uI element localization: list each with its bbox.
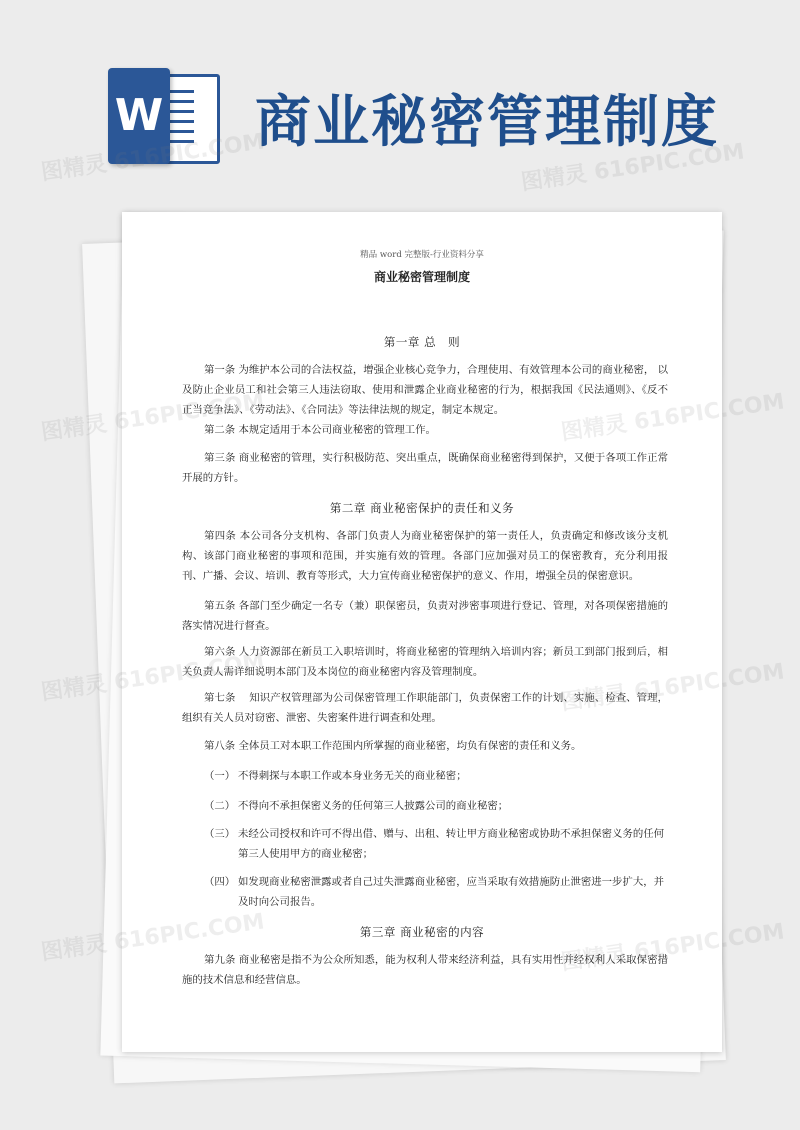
word-icon xyxy=(108,68,218,168)
list-item-text: 未经公司授权和许可不得出借、赠与、出租、转让甲方商业秘密或协助不承担保密义务的任何第三人使用甲方的商业秘密； xyxy=(238,828,665,860)
word-logo-letter: W xyxy=(114,90,164,141)
article-5: 第五条 各部门至少确定一名专（兼）职保密员，负责对涉密事项进行登记、管理，对各项保密措施的落实情况进行督查。 xyxy=(182,600,668,632)
document-title: 商业秘密管理制度 xyxy=(373,270,470,284)
page-header: 精品 word 完整版-行业资料分享 xyxy=(360,250,484,260)
article-4: 第四条 本公司各分支机构、各部门负责人为商业秘密保护的第一责任人，负责确定和修改该分支机构、该部门商业秘密的事项和范围，并实施有效的管理。各部门应加强对员工的保密教育，充分利用报 刊、广播、会议、培训、教育等形式，大力宣传商业秘密保护的意义、作用，增强全员的保密意识。 xyxy=(182,530,668,582)
article-7: 第七条 知识产权管理部为公司保密管理工作职能部门，负责保密工作的计划、实施、检查、管理，组织有关人员对窃密、泄密、失密案件进行调查和处理。 xyxy=(182,692,668,724)
article-3: 第三条 商业秘密的管理，实行积极防范、突出重点，既确保商业秘密得到保护，又便于各项工作正常开展的方针。 xyxy=(182,452,668,484)
watermark: 图精灵 xyxy=(39,931,109,966)
watermark: 图精灵 xyxy=(39,671,109,706)
list-item-number: （四） xyxy=(204,876,236,888)
list-item-number: （三） xyxy=(204,828,236,840)
watermark: 图精灵 616PIC.COM xyxy=(519,139,747,196)
list-item xyxy=(204,766,668,786)
document-page xyxy=(122,212,722,1052)
banner xyxy=(0,0,800,200)
article-1: 第一条 为维护本公司的合法权益，增强企业核心竞争力，合理使用、有效管理本公司的商业秘密， 以及防止企业员工和社会第三人违法窃取、使用和泄露企业商业秘密的行为，根据我国《民法通则》、《反不正当竞争法》、《劳动法》、《合同法》等法律法规的规定，制定本规定。 xyxy=(182,364,668,416)
watermark: 图精灵 xyxy=(39,151,109,186)
article-2: 第二条 本规定适用于本公司商业秘密的管理工作。 xyxy=(204,424,436,436)
chapter-heading: 第一章 总 则 xyxy=(383,335,461,349)
list-item-number: （二） xyxy=(204,800,236,812)
article-8: 第八条 全体员工对本职工作范围内所掌握的商业秘密，均负有保密的责任和义务。 xyxy=(204,740,582,752)
banner-title: 商业秘密管理制度 xyxy=(255,90,719,155)
list-item-text: 不得刺探与本职工作或本身业务无关的商业秘密； xyxy=(238,770,467,782)
article-6: 第六条 人力资源部在新员工入职培训时，将商业秘密的管理纳入培训内容；新员工到部门报到后，相关负责人需详细说明本部门及本岗位的商业秘密内容及管理制度。 xyxy=(182,646,668,678)
chapter-heading: 第二章 商业秘密保护的责任和义务 xyxy=(329,501,515,515)
watermark: 图精灵 xyxy=(39,411,109,446)
list-item xyxy=(204,824,668,864)
list-item xyxy=(204,796,668,816)
list-item-number: （一） xyxy=(204,770,236,782)
list-item-text: 如发现商业秘密泄露或者自己过失泄露商业秘密，应当采取有效措施防止泄密进一步扩大，并及时向公司报告。 xyxy=(238,876,665,908)
list-item-text: 不得向不承担保密义务的任何第三人披露公司的商业秘密； xyxy=(238,800,509,812)
chapter-heading: 第三章 商业秘密的内容 xyxy=(359,925,485,939)
article-9: 第九条 商业秘密是指不为公众所知悉，能为权利人带来经济利益，具有实用性并经权利人采取保密措施的技术信息和经营信息。 xyxy=(182,954,668,986)
list-item xyxy=(204,872,668,912)
